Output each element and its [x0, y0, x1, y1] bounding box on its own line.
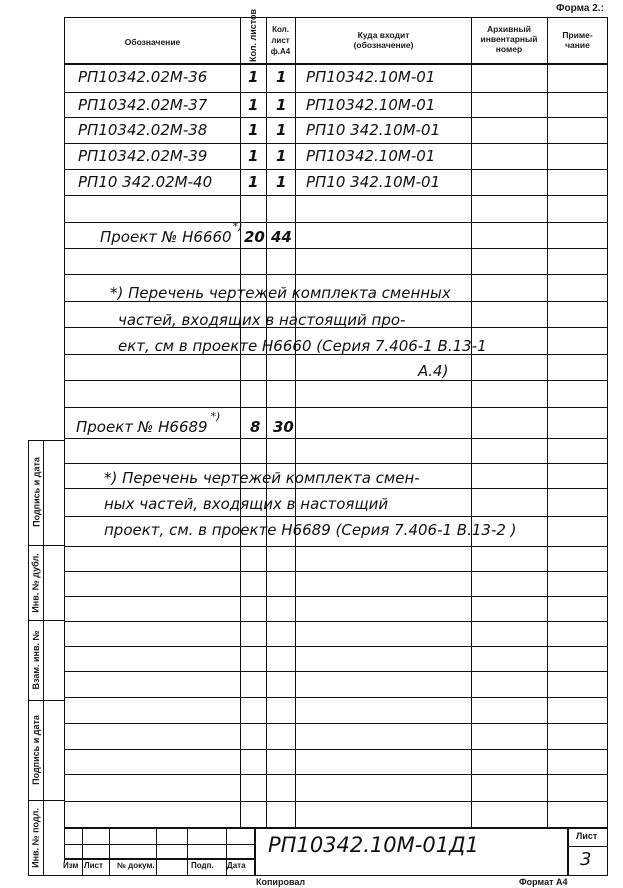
side-label-vzam-inv: Взам. инв. №: [31, 630, 41, 690]
header-sheets-count: Кол. листов: [248, 8, 258, 62]
row-sheets-a4: 1: [276, 147, 287, 165]
row-designation: РП10342.02М-36: [78, 68, 208, 86]
row-line: [64, 274, 608, 275]
row-line: [64, 63, 608, 65]
row-line: [64, 546, 608, 547]
note2-line2: ных частей, входящих в настоящий: [104, 495, 389, 513]
row-line: [64, 463, 608, 464]
row-sheets-a4: 1: [276, 121, 287, 139]
row-line: [64, 248, 608, 249]
row-line: [64, 749, 608, 750]
project2-a4: 30: [273, 418, 294, 436]
title-doc-number: РП10342.10М-01Д1: [268, 833, 479, 857]
title-sheet-label: Лист: [576, 831, 598, 841]
row-line: [64, 380, 608, 381]
row-line: [64, 723, 608, 724]
header-sheets-a4: Кол. лист ф.А4: [270, 25, 291, 56]
row-line: [64, 801, 608, 802]
title-col-doc: № докум.: [117, 861, 155, 870]
row-sheets-count: 1: [248, 96, 259, 114]
side-label-inv-dubl: Инв. № дубл.: [30, 553, 41, 613]
row-line: [64, 195, 608, 196]
row-line: [64, 671, 608, 672]
header-designation: Обозначение: [124, 37, 181, 47]
row-sheets-a4: 1: [276, 173, 287, 191]
row-where-used: РП10 342.10М-01: [306, 173, 441, 191]
row-line: [64, 774, 608, 775]
title-col-list: Лист: [84, 861, 103, 870]
note1-line2: частей, входящих в настоящий про-: [118, 311, 406, 329]
note1-line3: ект, см в проекте Н6660 (Серия 7.406-1 В.13-1: [118, 337, 487, 355]
row-line: [64, 621, 608, 622]
note1-line4: А.4): [418, 362, 449, 380]
side-label-sign-date-bottom: Подпись и дата: [31, 715, 41, 785]
header-where-used: Куда входит (обозначение): [353, 30, 414, 50]
footer-copied: Копировал: [256, 877, 306, 887]
row-where-used: РП10342.10М-01: [306, 68, 436, 86]
row-line: [64, 117, 608, 118]
row-designation: РП10 342.02М-40: [78, 173, 213, 191]
form-label: Форма 2.:: [556, 3, 604, 14]
title-col-izm: Изм: [63, 861, 79, 870]
note2-line3: проект, см. в проекте Н6689 (Серия 7.406-1 В.13-2 ): [104, 521, 517, 539]
row-sheets-count: 1: [248, 173, 259, 191]
project1-a4: 44: [271, 228, 292, 246]
row-sheets-a4: 1: [276, 68, 287, 86]
header-note: Приме- чание: [562, 30, 593, 50]
row-sheets-count: 1: [248, 121, 259, 139]
side-label-sign-date-top: Подпись и дата: [31, 457, 42, 527]
row-line: [64, 222, 608, 223]
row-line: [64, 596, 608, 597]
title-sheet-number: 3: [580, 849, 592, 870]
row-sheets-count: 1: [248, 147, 259, 165]
title-col-date: Дата: [227, 861, 246, 870]
row-line: [64, 407, 608, 408]
header-archive-number: Архивный инвентарный номер: [480, 24, 538, 54]
project2-sheets: 8: [250, 418, 261, 436]
row-designation: РП10342.02М-37: [78, 96, 208, 114]
note1-line1: *) Перечень чертежей комплекта сменных: [110, 284, 451, 302]
note2-line1: *) Перечень чертежей комплекта смен-: [104, 469, 420, 487]
row-line: [64, 697, 608, 698]
row-sheets-count: 1: [248, 68, 259, 86]
row-where-used: РП10342.10М-01: [306, 96, 436, 114]
side-label-inv-podl: Инв. № подл.: [30, 808, 41, 868]
row-where-used: РП10342.10М-01: [306, 147, 436, 165]
row-line: [64, 143, 608, 144]
row-line: [64, 571, 608, 572]
footer-format: Формат А4: [519, 877, 568, 887]
project1-label: Проект № Н6660*): [100, 220, 243, 246]
row-line: [64, 169, 608, 170]
project1-sheets: 20: [244, 228, 265, 246]
row-line: [64, 92, 608, 93]
row-where-used: РП10 342.10М-01: [306, 121, 441, 139]
row-line: [64, 646, 608, 647]
title-col-sign: Подп.: [191, 861, 214, 870]
project2-label: Проект № Н6689*): [76, 410, 221, 436]
row-line: [64, 488, 608, 489]
row-line: [64, 516, 608, 517]
row-line: [64, 438, 608, 439]
row-designation: РП10342.02М-38: [78, 121, 208, 139]
row-sheets-a4: 1: [276, 96, 287, 114]
row-designation: РП10342.02М-39: [78, 147, 208, 165]
